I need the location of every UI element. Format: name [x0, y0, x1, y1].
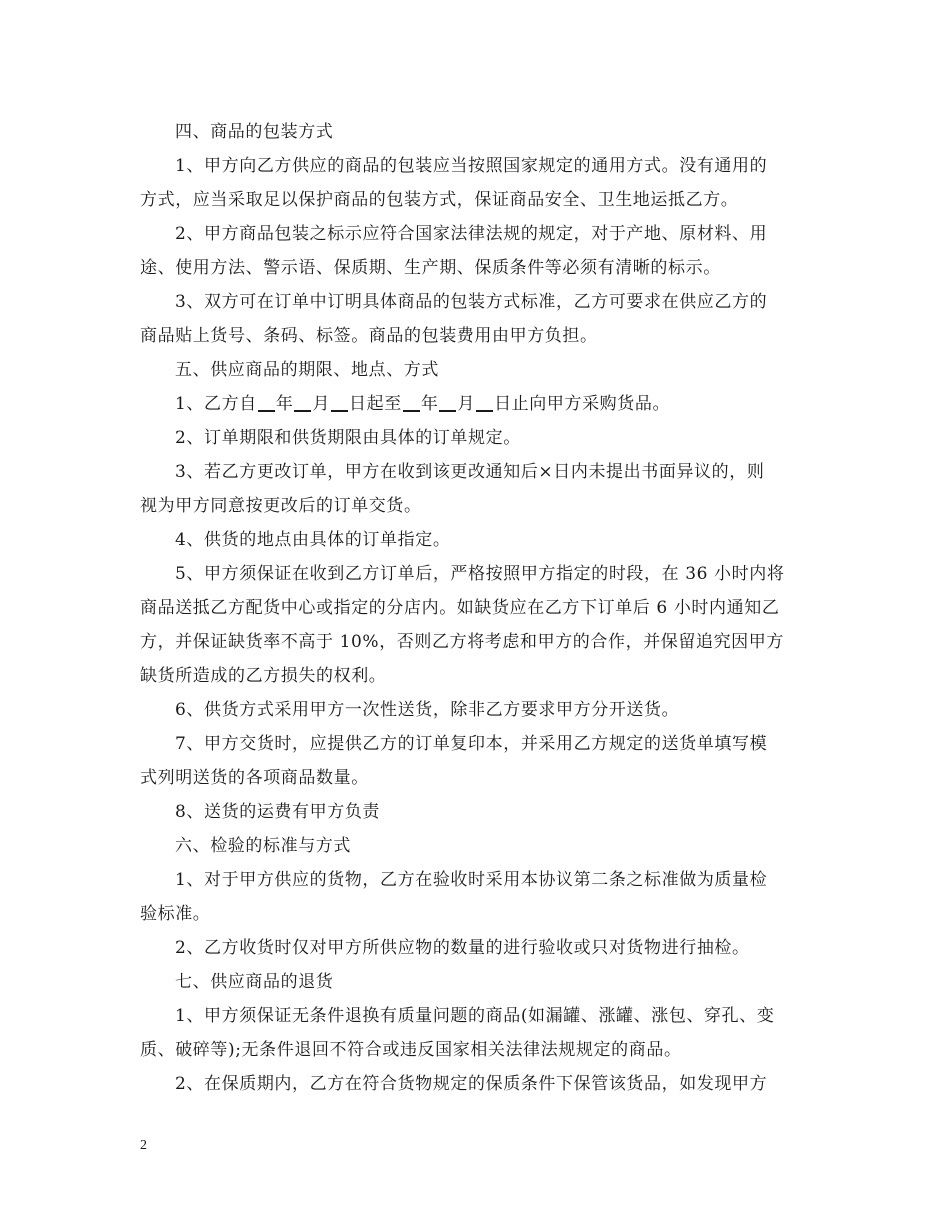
paragraph-line: 2、订单期限和供货期限由具体的订单规定。: [175, 428, 521, 448]
section-heading: 六、检验的标准与方式: [175, 836, 351, 856]
paragraph-line: 商品送抵乙方配货中心或指定的分店内。如缺货应在乙方下订单后 6 小时内通知乙: [140, 598, 780, 618]
paragraph-line: 1、甲方向乙方供应的商品的包装应当按照国家规定的通用方式。没有通用的: [175, 156, 768, 176]
paragraph-line: 5、甲方须保证在收到乙方订单后，严格按照甲方指定的时段，在 36 小时内将: [175, 564, 785, 584]
paragraph-line: 3、双方可在订单中订明具体商品的包装方式标准，乙方可要求在供应乙方的: [175, 292, 768, 312]
paragraph-line: 2、在保质期内，乙方在符合货物规定的保质条件下保管该货品，如发现甲方: [175, 1074, 768, 1094]
date-text: 月: [457, 394, 476, 414]
paragraph-line: 1、对于甲方供应的货物，乙方在验收时采用本协议第二条之标准做为质量检: [175, 870, 768, 890]
date-text: 年: [275, 394, 294, 414]
section-heading: 四、商品的包装方式: [175, 122, 334, 142]
paragraph-line: 方式，应当采取足以保护商品的包装方式，保证商品安全、卫生地运抵乙方。: [140, 190, 739, 210]
fill-in-blank: [294, 393, 311, 412]
paragraph-line: 3、若乙方更改订单，甲方在收到该更改通知后×日内未提出书面异议的，则: [175, 462, 765, 482]
date-text: 日止向甲方采购货品。: [494, 394, 671, 414]
fill-in-blank: [258, 393, 275, 412]
date-text: 1、乙方自: [175, 394, 257, 414]
paragraph-line: 缺货所造成的乙方损失的权利。: [140, 666, 387, 686]
paragraph-line: 式列明送货的各项商品数量。: [140, 768, 369, 788]
date-range-line: [140, 387, 812, 421]
paragraph-line: 8、送货的运费有甲方负责: [175, 802, 381, 822]
paragraph-line: 1、甲方须保证无条件退换有质量问题的商品(如漏罐、涨罐、涨包、穿孔、变: [175, 1006, 775, 1026]
fill-in-blank: [331, 393, 348, 412]
fill-in-blank: [403, 393, 420, 412]
paragraph-line: 验标准。: [140, 904, 211, 924]
date-text: 月: [312, 394, 331, 414]
paragraph-line: 商品贴上货号、条码、标签。商品的包装费用由甲方负担。: [140, 326, 598, 346]
section-heading: 七、供应商品的退货: [175, 972, 334, 992]
paragraph-line: 途、使用方法、警示语、保质期、生产期、保质条件等必须有清晰的标示。: [140, 258, 721, 278]
section-heading: 五、供应商品的期限、地点、方式: [175, 360, 439, 380]
paragraph-line: 4、供货的地点由具体的订单指定。: [175, 530, 451, 550]
paragraph-line: 7、甲方交货时，应提供乙方的订单复印本，并采用乙方规定的送货单填写模: [175, 734, 768, 754]
paragraph-line: 质、破碎等);无条件退回不符合或违反国家相关法律法规规定的商品。: [140, 1040, 682, 1060]
paragraph-line: 6、供货方式采用甲方一次性送货，除非乙方要求甲方分开送货。: [175, 700, 680, 720]
paragraph-line: 视为甲方同意按更改后的订单交货。: [140, 496, 422, 516]
page-number: 2: [140, 1138, 147, 1153]
paragraph-line: 2、乙方收货时仅对甲方所供应物的数量的进行验收或只对货物进行抽检。: [175, 938, 750, 958]
fill-in-blank: [476, 393, 493, 412]
document-body: [140, 115, 812, 1101]
fill-in-blank: [439, 393, 456, 412]
paragraph-line: 方，并保证缺货率不高于 10%，否则乙方将考虑和甲方的合作，并保留追究因甲方: [140, 632, 784, 652]
paragraph-line: 2、甲方商品包装之标示应符合国家法律法规的规定，对于产地、原材料、用: [175, 224, 768, 244]
date-text: 日起至: [349, 394, 402, 414]
date-text: 年: [420, 394, 439, 414]
